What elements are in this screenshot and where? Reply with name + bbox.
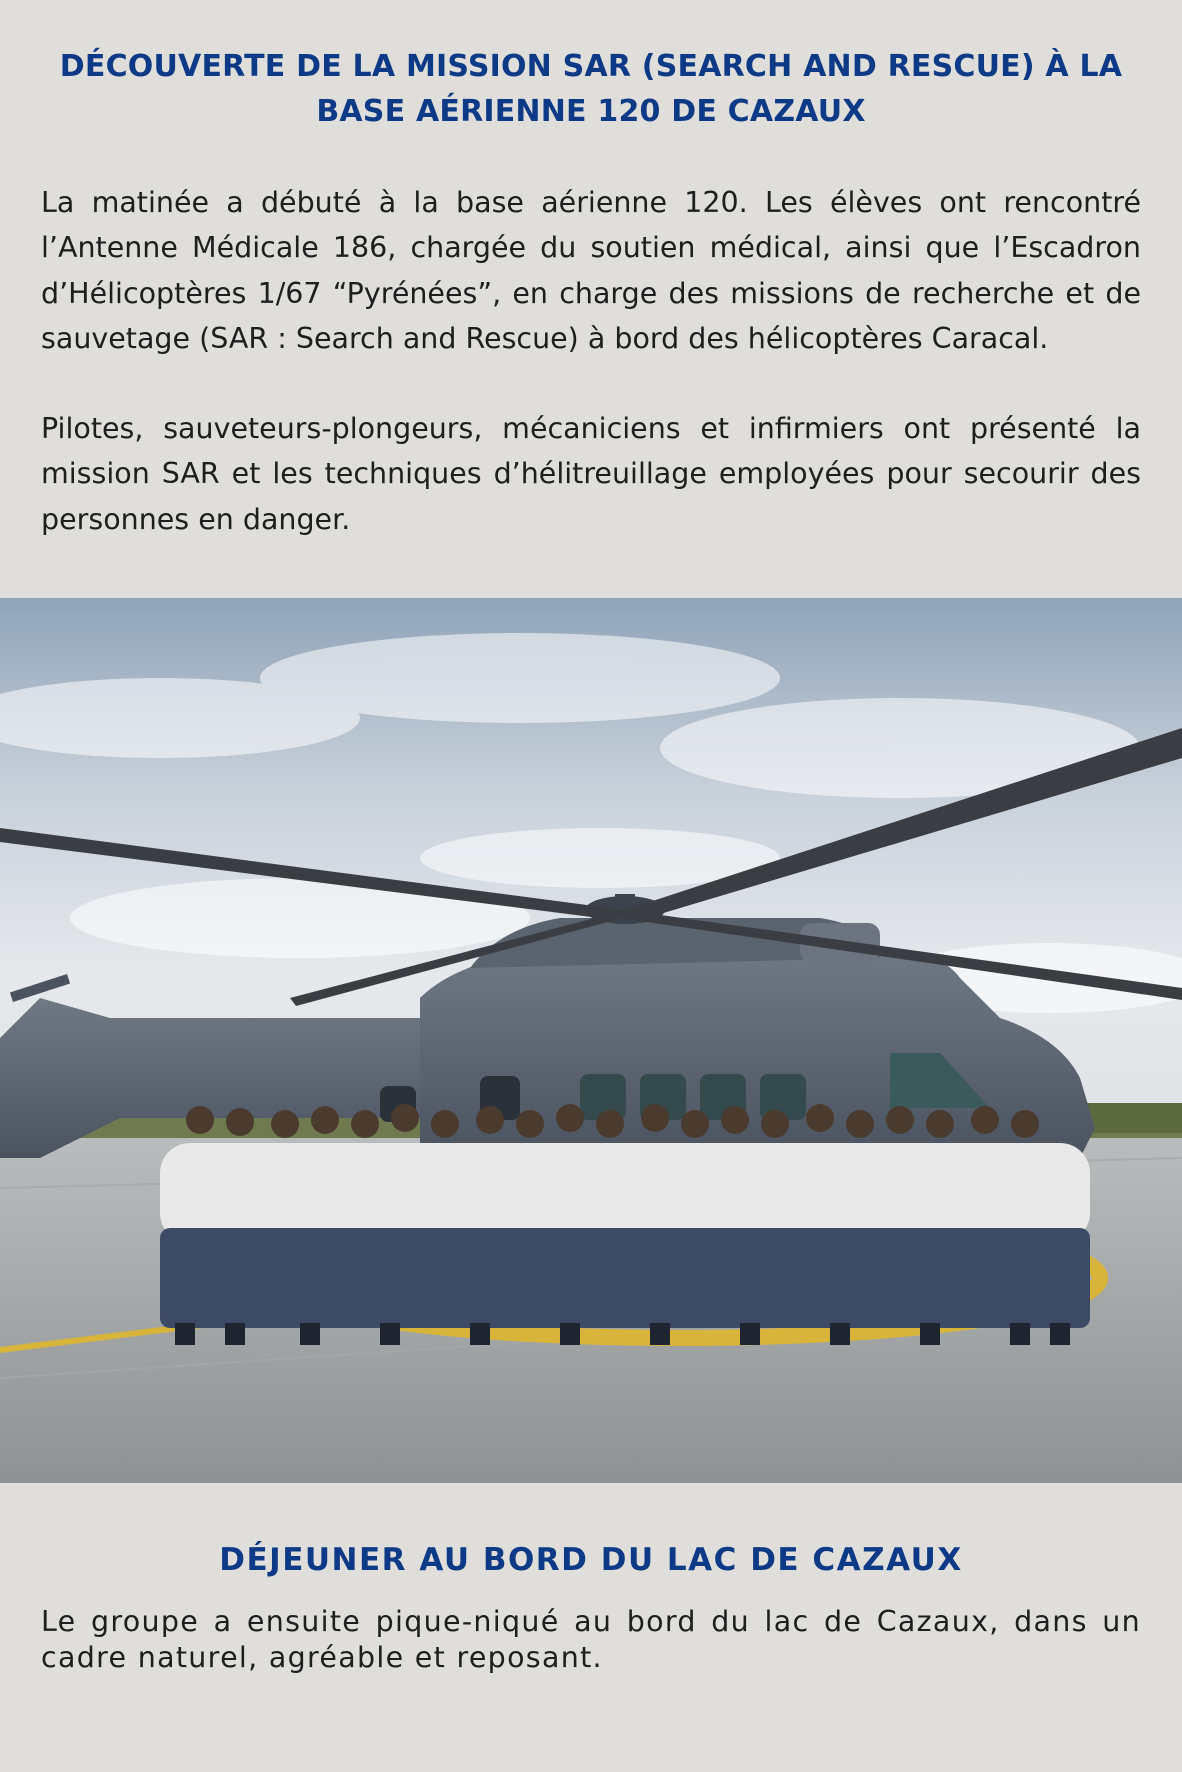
mission-paragraph: Pilotes, sauveteurs-plongeurs, mécaniciens et infirmiers ont présenté la mission SAR et les techniques d’hélitreuillage employées pour secourir des personnes en danger. [41,412,1141,536]
lunch-paragraph: Le groupe a ensuite pique-niqué au bord du lac de Cazaux, dans un cadre naturel, agréable et reposant. [41,1605,1141,1674]
intro-paragraph: La matinée a débuté à la base aérienne 120. Les élèves ont rencontré l’Antenne Médicale 186, chargée du soutien médical, ainsi que l’Escadron d’Hélicoptères 1/67 “Pyrénées”, en charge des missions de recherche et de sauvetage (SAR : Search and Rescue) à bord des hélicoptères Caracal. [41,186,1141,355]
section-title-sar-mission: DÉCOUVERTE DE LA MISSION SAR (SEARCH AND RESCUE) À LA BASE AÉRIENNE 120 DE CAZAUX [59,49,1123,129]
helicopter-group-photo-illustration [0,598,1182,1483]
group-photo [0,598,1182,1483]
section-title-lunch: DÉJEUNER AU BORD DU LAC DE CAZAUX [219,1542,963,1578]
